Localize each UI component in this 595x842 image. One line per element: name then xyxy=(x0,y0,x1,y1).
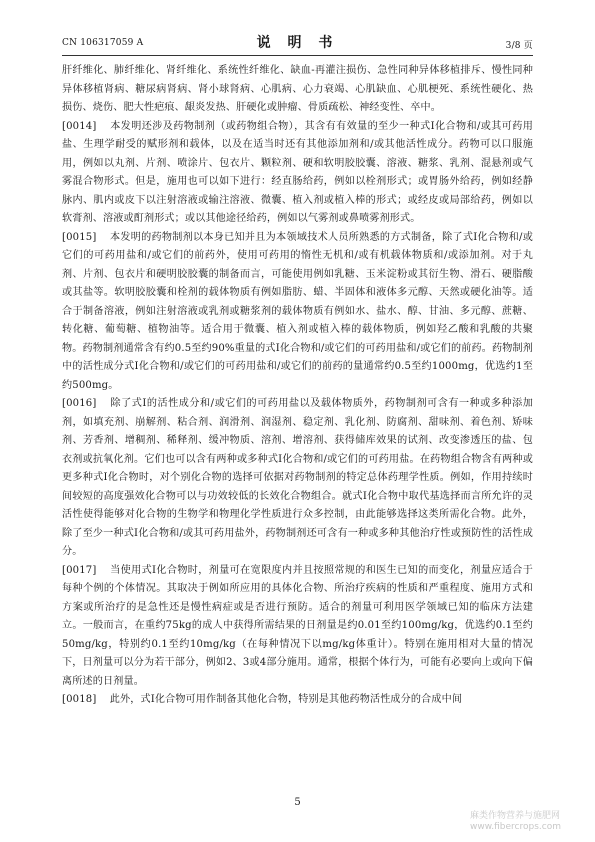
watermark-line-2: www.fibercrops.com xyxy=(470,822,561,832)
paragraph-number: [0016] xyxy=(62,398,97,409)
continuation-text: 肝纤维化、肺纤维化、肾纤维化、系统性纤维化、缺血-再灌注损伤、急性同种异体移植排斥、慢性同种异体移植肾病、糖尿病肾病、肾小球肾病、心肌病、心力衰竭、心肌缺血、心肌梗死、系统性硬化、热损伤、烧伤、肥大性疤痕、龈炎发热、肝硬化或肿瘤、骨质疏松、神经变性、卒中。 xyxy=(62,65,533,113)
page-indicator: 3/8 页 xyxy=(505,41,533,51)
watermark-line-1: 麻类作物营养与施肥网 xyxy=(470,811,561,821)
paragraph-text: 当使用式I化合物时，剂量可在宽限度内并且按照常规的和医生已知的而变化，剂量应适合于每种个例的个体情况。其取决于例如所应用的具体化合物、所治疗疾病的性质和严重程度、施用方式和方案或所治疗的是急性还是慢性病症或是否进行预防。适合的剂量可利用医学领域已知的临床方法建立。一般而言，在重约75kg的成人中获得所需结果的日剂量是约0.01至约100mg/kg，优选约0.1至约50mg/kg，特别约0.1至约10mg/kg（在每种情况下以mg/kg体重计）。特别在施用相对大量的情况下，日剂量可以分为若干部分，例如2、3或4部分施用。通常，根据个体行为，可能有必要向上或向下偏离所述的日剂量。 xyxy=(62,564,533,687)
header-rule xyxy=(62,55,533,56)
paragraph-text: 除了式I的活性成分和/或它们的可药用盐以及载体物质外，药物制剂可含有一种或多种添加剂，如填充剂、崩解剂、粘合剂、润滑剂、润湿剂、稳定剂、乳化剂、防腐剂、甜味剂、着色剂、矫味剂、芳香剂、增稠剂、稀释剂、缓冲物质、溶剂、增溶剂、获得储库效果的试剂、改变渗透压的盐、包衣剂或抗氧化剂。它们也可以含有两种或多种式I化合物和/或它们的可药用盐。在药物组合物含有两种或更多种式I化合物时，对个别化合物的选择可依据对药物制剂的特定总体药理学性质。例如，作用持续时间较短的高度强效化合物可以与功效较低的长效化合物组合。就式I化合物中取代基选择而言所允许的灵活性使得能够对化合物的生物学和物理化学性质进行众多控制，由此能够选择这类所需化合物。此外，除了至少一种式I化合物和/或其可药用盐外，药物制剂还可含有一种或多种其他治疗性或预防性的活性成分。 xyxy=(62,398,533,557)
page-number: 5 xyxy=(294,797,301,808)
paragraph-0014 xyxy=(62,118,533,229)
paragraph-number: [0017] xyxy=(62,564,97,576)
paragraph-text: 本发明的药物制剂以本身已知并且为本领域技术人员所熟悉的方式制备，除了式I化合物和/或它们的可药用盐和/或它们的前药外，使用可药用的惰性无机和/或有机载体物质和/或添加剂。对于丸剂、片剂、包衣片和硬明胶胶囊的制备而言，可能使用例如乳糖、玉米淀粉或其衍生物、滑石、硬脂酸或其盐等。软明胶胶囊和栓剂的载体物质有例如脂肪、蜡、半固体和液体多元醇、天然或硬化油等。适合于制备溶液，例如注射溶液或乳剂或糖浆剂的载体物质有例如水、盐水、醇、甘油、多元醇、蔗糖、转化糖、葡萄糖、植物油等。适合用于微囊、植入剂或植入棒的载体物质，例如羟乙酸和乳酸的共聚物。药物制剂通常含有约0.5至约90%重量的式I化合物和/或它们的可药用盐和/或它们的前药。药物制剂中的活性成分式I化合物和/或它们的可药用盐和/或它们的前药的量通常约0.5至约1000mg，优选约1至约500mg。 xyxy=(62,231,533,391)
paragraph-number: [0018] xyxy=(62,694,97,705)
paragraph-number: [0014] xyxy=(62,120,97,132)
paragraph-0018 xyxy=(62,691,533,710)
page-header xyxy=(62,32,533,52)
paragraph-text: 此外，式I化合物可用作制备其他化合物，特别是其他药物活性成分的合成中间 xyxy=(109,694,463,705)
section-title: 说 明 书 xyxy=(256,35,339,51)
patent-number: CN 106317059 A xyxy=(62,38,144,48)
paragraph-number: [0015] xyxy=(62,231,97,243)
document-body xyxy=(62,62,533,710)
paragraph-0017 xyxy=(62,562,533,692)
watermark xyxy=(470,811,561,833)
paragraph-text: 本发明还涉及药物制剂（或药物组合物），其含有有效量的至少一种式I化合物和/或其可药用盐、生理学耐受的赋形剂和载体，以及在适当时还有其他添加剂和/或其他活性成分。药物可以口服施用，例如以丸剂、片剂、喷涂片、包衣片、颗粒剂、硬和软明胶胶囊、溶液、糖浆、乳剂、混悬剂或气雾混合物形式。但是，施用也可以如下进行：经直肠给药，例如以栓剂形式；或胃肠外给药，例如经静脉内、肌内或皮下以注射溶液或输注溶液、微囊、植入剂或植入棒的形式；或经皮或局部给药，例如以软膏剂、溶液或酊剂形式；或以其他途径给药，例如以气雾剂或鼻喷雾剂形式。 xyxy=(62,120,534,224)
paragraph-0015 xyxy=(62,229,533,396)
paragraph-0016 xyxy=(62,395,533,562)
